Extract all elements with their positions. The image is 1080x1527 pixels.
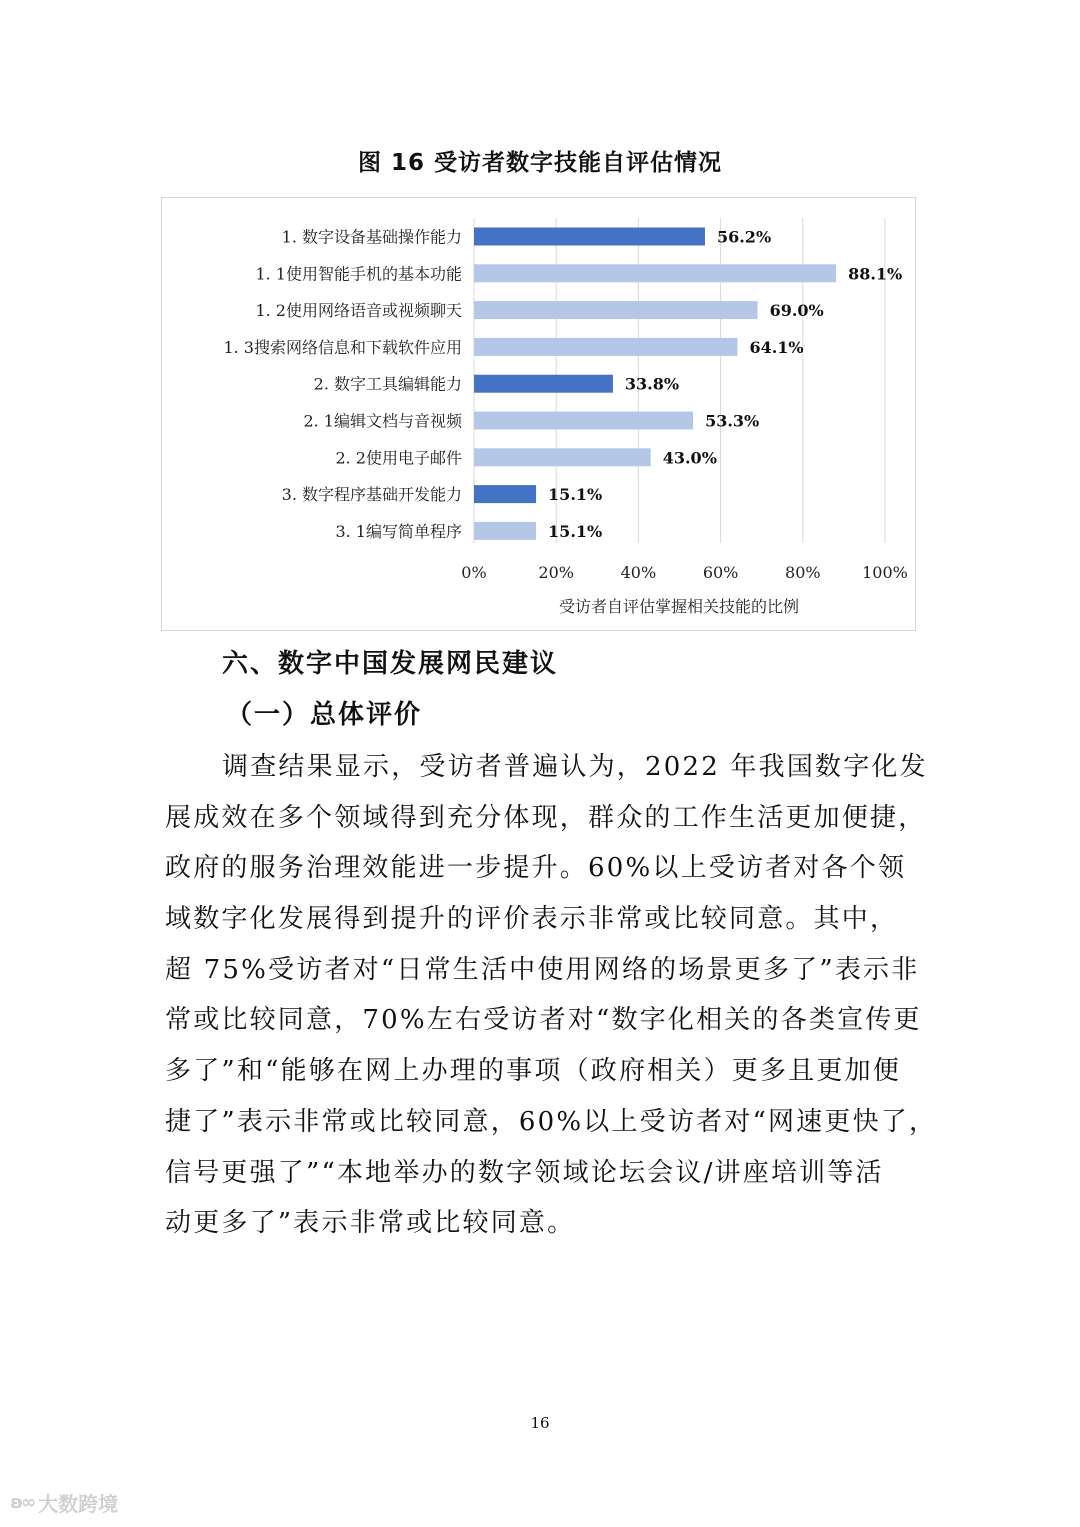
y-category-label: 1. 1使用智能手机的基本功能 <box>255 264 462 284</box>
figure-title: 图 16 受访者数字技能自评估情况 <box>357 150 723 176</box>
bar-chart-svg <box>162 198 917 632</box>
bar <box>474 264 836 282</box>
y-category-label: 2. 数字工具编辑能力 <box>313 374 462 394</box>
watermark-logo-icon: ʚ∞ <box>10 1492 35 1513</box>
bar-value-label: 88.1% <box>848 264 903 284</box>
bar-value-label: 69.0% <box>769 301 824 321</box>
x-tick-label: 20% <box>538 563 574 582</box>
paragraph-line: 捷了”表示非常或比较同意，60%以上受访者对“网速更快了， <box>165 1106 938 1137</box>
y-category-label: 2. 2使用电子邮件 <box>335 448 462 468</box>
watermark-text: 大数跨境 <box>38 1492 119 1516</box>
bar-value-label: 56.2% <box>716 227 772 247</box>
bar <box>474 412 693 430</box>
bar <box>474 301 758 319</box>
bar <box>474 228 705 246</box>
bar-value-label: 15.1% <box>548 521 603 541</box>
bar-value-label: 33.8% <box>624 374 680 394</box>
y-category-label: 3. 数字程序基础开发能力 <box>281 485 462 505</box>
page-number: 16 <box>530 1414 550 1432</box>
watermark <box>10 1488 118 1517</box>
paragraph-line: 超 75%受访者对“日常生活中使用网络的场景更多了”表示非 <box>165 954 920 985</box>
bar-value-label: 53.3% <box>705 411 760 431</box>
bar <box>474 375 613 393</box>
section-subheading: （一）总体评价 <box>226 700 423 730</box>
y-category-label: 2. 1编辑文档与音视频 <box>303 411 462 431</box>
y-category-label: 3. 1编写简单程序 <box>335 521 462 541</box>
bar <box>474 522 536 540</box>
paragraph-line: 信号更强了”“本地举办的数字领域论坛会议/讲座培训等活 <box>165 1157 884 1188</box>
y-category-label: 1. 3搜索网络信息和下载软件应用 <box>223 337 462 357</box>
x-tick-label: 60% <box>702 563 739 582</box>
paragraph-line: 常或比较同意，70%左右受访者对“数字化相关的各类宣传更 <box>165 1005 922 1036</box>
x-tick-label: 80% <box>785 563 821 582</box>
y-category-label: 1. 2使用网络语音或视频聊天 <box>255 301 462 321</box>
x-axis-title: 受访者自评估掌握相关技能的比例 <box>558 597 800 616</box>
x-tick-label: 0% <box>461 563 487 582</box>
bar-value-label: 64.1% <box>749 337 804 357</box>
paragraph-line: 展成效在多个领域得到充分体现，群众的工作生活更加便捷， <box>165 802 927 833</box>
section-heading: 六、数字中国发展网民建议 <box>222 649 559 679</box>
bar <box>474 485 536 503</box>
bar-value-label: 15.1% <box>548 485 603 505</box>
paragraph-line: 多了”和“能够在网上办理的事项（政府相关）更多且更加便 <box>165 1056 901 1087</box>
paragraph-line: 域数字化发展得到提升的评价表示非常或比较同意。其中， <box>165 904 899 935</box>
bar-chart <box>161 197 916 631</box>
paragraph-line: 动更多了”表示非常或比较同意。 <box>165 1208 576 1239</box>
paragraph-line: 调查结果显示，受访者普遍认为，2022 年我国数字化发 <box>222 752 928 782</box>
paragraph-line: 政府的服务治理效能进一步提升。60%以上受访者对各个领 <box>165 853 907 884</box>
y-category-label: 1. 数字设备基础操作能力 <box>281 227 462 247</box>
body-paragraph <box>165 742 938 1249</box>
x-tick-label: 100% <box>862 563 908 582</box>
bar-value-label: 43.0% <box>662 448 717 468</box>
x-tick-label: 40% <box>620 563 657 582</box>
bar <box>474 448 651 466</box>
bar <box>474 338 737 356</box>
